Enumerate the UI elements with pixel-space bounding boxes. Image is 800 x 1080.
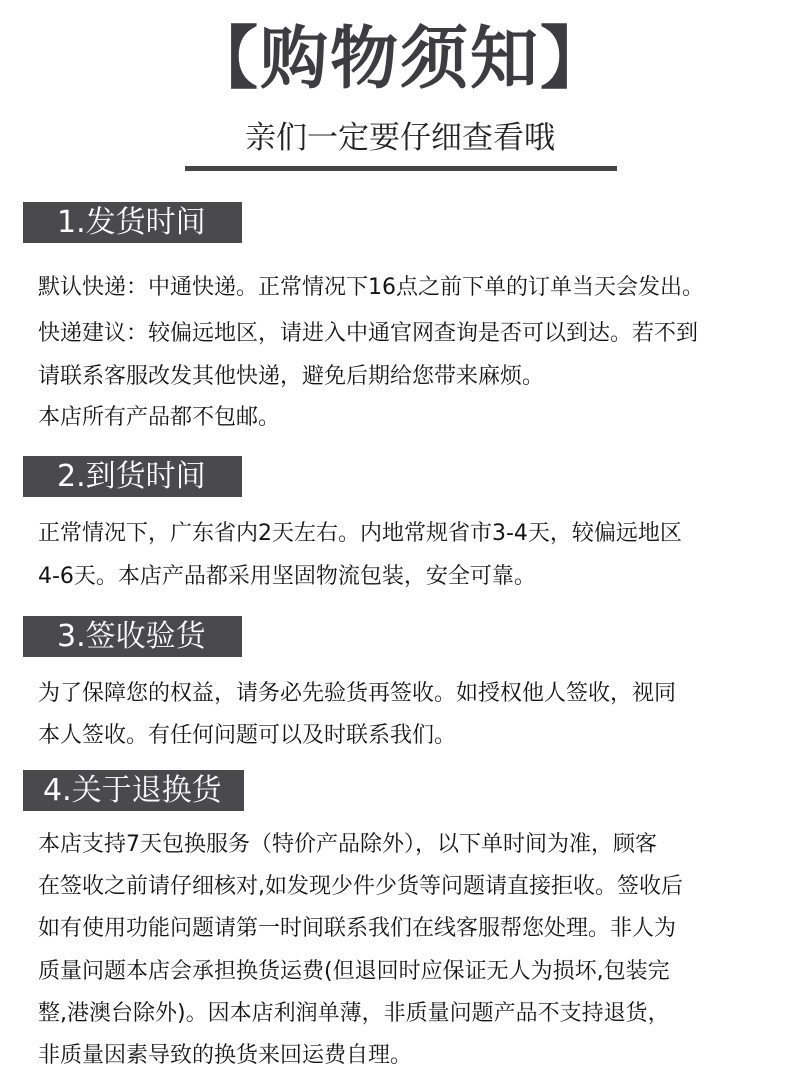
section-3-line-1: 为了保障您的权益，请务必先验货再签收。如授权他人签收，视同 bbox=[38, 681, 677, 706]
section-heading-inspection: 3.签收验货 bbox=[23, 616, 242, 657]
section-4-line-4: 质量问题本店会承担换货运费(但退回时应保证无人为损坏,包装完 bbox=[38, 959, 670, 984]
section-1-line-4: 本店所有产品都不包邮。 bbox=[38, 405, 281, 430]
title-underline bbox=[185, 166, 617, 171]
section-3-line-2: 本人签收。有任何问题可以及时联系我们。 bbox=[38, 723, 457, 748]
section-4-line-3: 如有使用功能问题请第一时间联系我们在线客服帮您处理。非人为 bbox=[38, 916, 677, 941]
section-1-line-3: 请联系客服改发其他快递，避免后期给您带来麻烦。 bbox=[38, 364, 545, 389]
page-title: 【购物须知】 bbox=[189, 20, 610, 99]
section-4-line-5: 整,港澳台除外)。因本店利润单薄，非质量问题产品不支持退货， bbox=[38, 1001, 670, 1026]
section-heading-returns-exchanges: 4.关于退换货 bbox=[23, 770, 244, 811]
section-1-line-2: 快递建议：较偏远地区，请进入中通官网查询是否可以到达。若不到 bbox=[38, 321, 699, 346]
section-4-line-2: 在签收之前请仔细核对,如发现少件少货等问题请直接拒收。签收后 bbox=[38, 874, 683, 899]
page-subtitle: 亲们一定要仔细查看哦 bbox=[245, 120, 555, 156]
section-2-line-1: 正常情况下，广东省内2天左右。内地常规省市3-4天，较偏远地区 bbox=[38, 521, 682, 546]
section-heading-arrival-time: 2.到货时间 bbox=[23, 456, 242, 497]
section-heading-shipping-time: 1.发货时间 bbox=[23, 202, 242, 243]
section-2-line-2: 4-6天。本店产品都采用坚固物流包装，安全可靠。 bbox=[38, 564, 536, 589]
section-4-line-6: 非质量因素导致的换货来回运费自理。 bbox=[38, 1043, 413, 1068]
section-4-line-1: 本店支持7天包换服务（特价产品除外），以下单时间为准，顾客 bbox=[38, 832, 657, 857]
section-1-line-1: 默认快递：中通快递。正常情况下16点之前下单的订单当天会发出。 bbox=[38, 275, 704, 300]
